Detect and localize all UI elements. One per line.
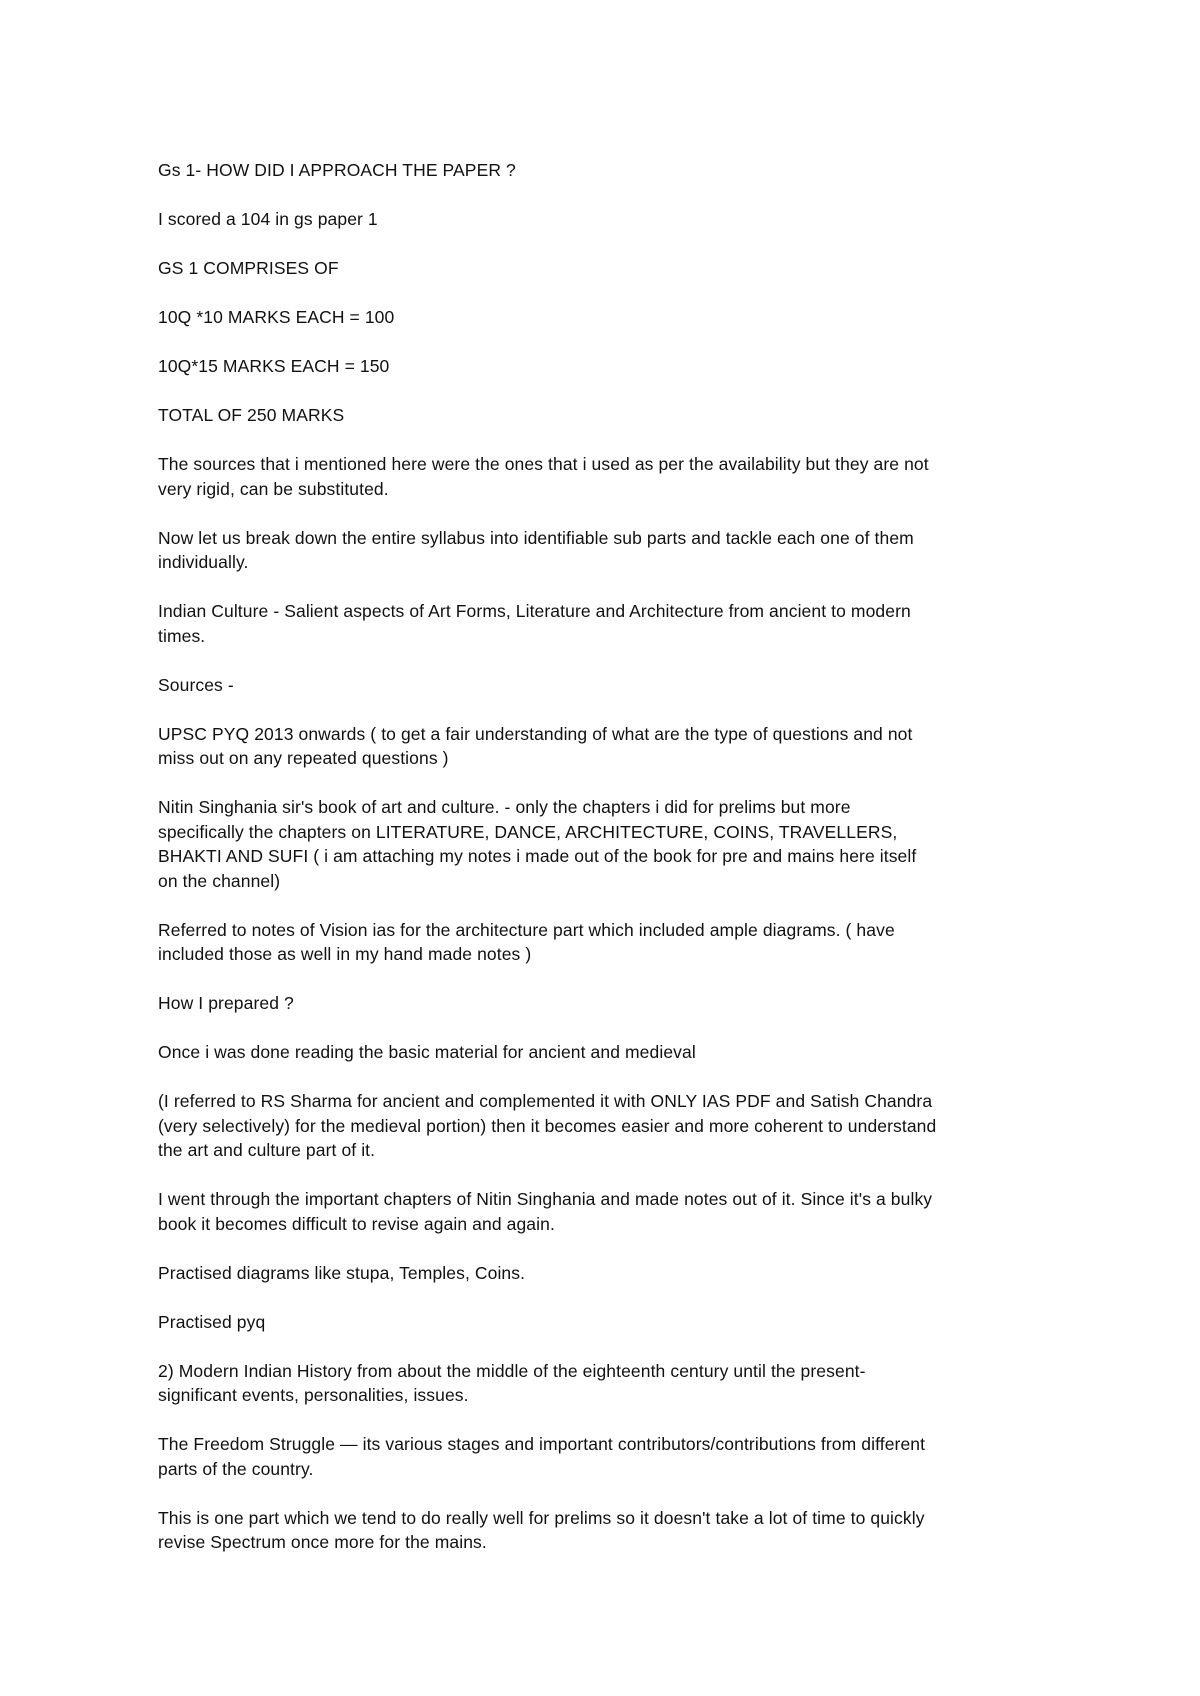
paragraph: I went through the important chapters of Nitin Singhania and made notes out of it. Since it's a bulky book it becomes difficult to revise again and again. bbox=[158, 1189, 933, 1234]
paragraph: GS 1 COMPRISES OF bbox=[158, 258, 339, 278]
paragraph: Sources - bbox=[158, 674, 234, 695]
paragraph: 2) Modern Indian History from about the middle of the eighteenth century until the present- significant events, personalities, issues. bbox=[158, 1360, 866, 1405]
heading-paragraph: Gs 1- HOW DID I APPROACH THE PAPER ? bbox=[158, 160, 516, 180]
paragraph: Practised diagrams like stupa, Temples, Coins. bbox=[158, 1262, 526, 1283]
paragraph: Nitin Singhania sir's book of art and culture. - only the chapters i did for prelims but more specifically the chapters on LITERATURE, DANCE, ARCHITECTURE, COINS, TRAVELLERS, BHAKTI AND SUFI ( i am attaching my notes i made out of the book for pre and mains here itself on the channel) bbox=[158, 797, 917, 891]
paragraph: UPSC PYQ 2013 onwards ( to get a fair understanding of what are the type of questions and not miss out on any repeated questions ) bbox=[158, 723, 913, 768]
paragraph: Indian Culture - Salient aspects of Art Forms, Literature and Architecture from ancient to modern times. bbox=[158, 601, 911, 646]
paragraph: I scored a 104 in gs paper 1 bbox=[158, 209, 378, 229]
paragraph: Once i was done reading the basic material for ancient and medieval bbox=[158, 1042, 696, 1062]
paragraph: Practised pyq bbox=[158, 1311, 266, 1332]
paragraph: This is one part which we tend to do really well for prelims so it doesn't take a lot of time to quickly revise Spectrum once more for the mains. bbox=[158, 1507, 925, 1552]
paragraph: Referred to notes of Vision ias for the architecture part which included ample diagrams. ( have included those as well in my hand made notes ) bbox=[158, 919, 895, 964]
paragraph: How I prepared ? bbox=[158, 993, 294, 1013]
paragraph: (I referred to RS Sharma for ancient and complemented it with ONLY IAS PDF and Satish Chandra (very selectively) for the medieval portion) then it becomes easier and more coherent to understand the art and culture part of it. bbox=[158, 1091, 937, 1160]
paragraph: 10Q *10 MARKS EACH = 100 bbox=[158, 307, 395, 327]
paragraph: The Freedom Struggle — its various stages and important contributors/contributions from different parts of the country. bbox=[158, 1434, 926, 1479]
paragraph: TOTAL OF 250 MARKS bbox=[158, 405, 345, 425]
document-body bbox=[158, 158, 1058, 1579]
paragraph: 10Q*15 MARKS EACH = 150 bbox=[158, 356, 390, 376]
paragraph: Now let us break down the entire syllabus into identifiable sub parts and tackle each one of them individually. bbox=[158, 527, 914, 572]
paragraph: The sources that i mentioned here were the ones that i used as per the availability but they are not very rigid, can be substituted. bbox=[158, 454, 929, 499]
